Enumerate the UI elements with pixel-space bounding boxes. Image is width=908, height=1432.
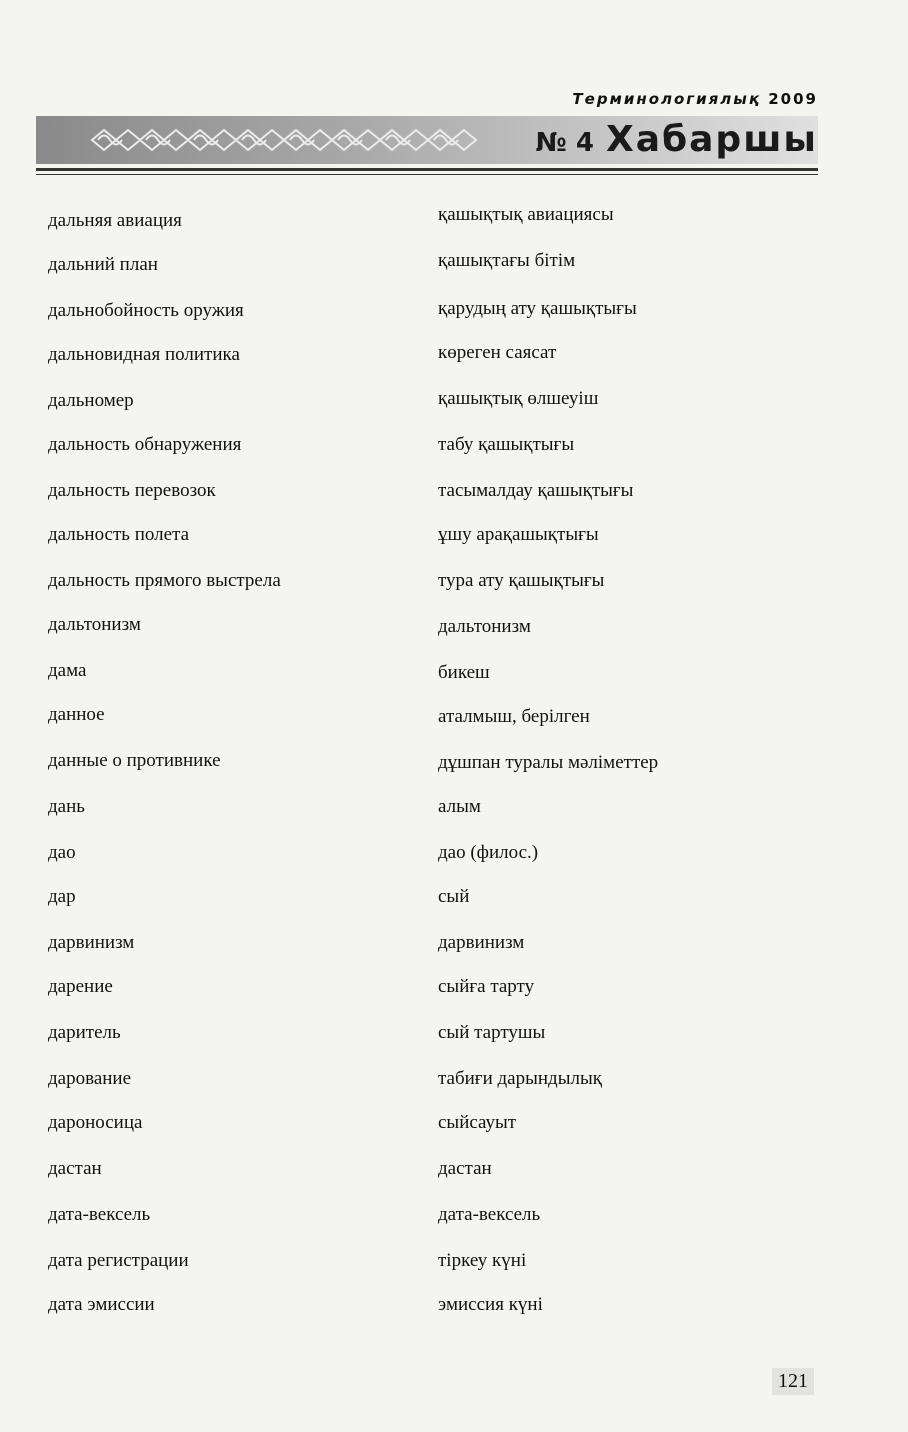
- entry-russian: дао: [48, 842, 76, 863]
- entry-kazakh: аталмыш, берілген: [438, 706, 590, 727]
- entry-kazakh: табу қашықтығы: [438, 434, 575, 455]
- entry-kazakh: сыйға тарту: [438, 976, 535, 997]
- entry-russian: данные о противнике: [48, 750, 221, 771]
- entry-kazakh: дарвинизм: [438, 932, 525, 953]
- entry-kazakh: сый тартушы: [438, 1022, 546, 1043]
- entry-russian: дата-вексель: [48, 1204, 151, 1225]
- list-item: [0, 480, 908, 510]
- list-item: [0, 750, 908, 780]
- entry-kazakh: қашықтық авиациясы: [438, 204, 614, 225]
- entry-kazakh: тура ату қашықтығы: [438, 570, 605, 591]
- entry-kazakh: тасымалдау қашықтығы: [438, 480, 634, 501]
- journal-title: Терминологиялық: [572, 90, 762, 108]
- entry-russian: дальность прямого выстрела: [48, 570, 281, 591]
- entry-russian: дань: [48, 796, 85, 817]
- entry-kazakh: дата-вексель: [438, 1204, 541, 1225]
- page-number: 121: [772, 1368, 814, 1395]
- entry-russian: дама: [48, 660, 87, 681]
- list-item: [0, 614, 908, 644]
- list-item: [0, 796, 908, 826]
- entry-kazakh: қарудың ату қашықтығы: [438, 298, 637, 319]
- entry-russian: дальнобойность оружия: [48, 300, 244, 321]
- entry-russian: дарение: [48, 976, 113, 997]
- entry-russian: данное: [48, 704, 105, 725]
- list-item: [0, 1250, 908, 1280]
- entry-kazakh: көреген саясат: [438, 342, 557, 363]
- entry-russian: дальтонизм: [48, 614, 141, 635]
- list-item: [0, 390, 908, 420]
- entry-kazakh: дао (филос.): [438, 842, 539, 863]
- entry-kazakh: сый: [438, 886, 470, 907]
- list-item: [0, 300, 908, 330]
- entry-russian: дарование: [48, 1068, 132, 1089]
- entry-russian: дальномер: [48, 390, 134, 411]
- entry-kazakh: табиғи дарындылық: [438, 1068, 602, 1089]
- entry-russian: дароносица: [48, 1112, 143, 1133]
- entry-russian: дальновидная политика: [48, 344, 240, 365]
- list-item: [0, 932, 908, 962]
- entry-kazakh: қашықтағы бітім: [438, 250, 576, 271]
- entry-russian: дата регистрации: [48, 1250, 189, 1271]
- entry-russian: дальность обнаружения: [48, 434, 242, 455]
- list-item: [0, 1294, 908, 1324]
- list-item: [0, 976, 908, 1006]
- entry-kazakh: дальтонизм: [438, 616, 531, 637]
- entry-kazakh: бикеш: [438, 662, 490, 683]
- issue-number: № 4: [535, 128, 594, 158]
- list-item: [0, 524, 908, 554]
- list-item: [0, 704, 908, 734]
- entry-russian: дальний план: [48, 254, 158, 275]
- list-item: [0, 434, 908, 464]
- entry-russian: дальность перевозок: [48, 480, 216, 501]
- list-item: [0, 1022, 908, 1052]
- journal-year: 2009: [768, 90, 818, 108]
- entry-russian: дастан: [48, 1158, 102, 1179]
- list-item: [0, 1112, 908, 1142]
- list-item: [0, 660, 908, 690]
- entry-kazakh: эмиссия күні: [438, 1294, 543, 1315]
- entry-kazakh: тіркеу күні: [438, 1250, 527, 1271]
- entry-kazakh: ұшу арақашықтығы: [438, 524, 599, 545]
- journal-name: Хабаршы: [605, 119, 818, 160]
- entry-russian: дальняя авиация: [48, 210, 182, 231]
- list-item: [0, 886, 908, 916]
- list-item: [0, 1158, 908, 1188]
- entry-kazakh: сыйсауыт: [438, 1112, 517, 1133]
- list-item: [0, 1204, 908, 1234]
- list-item: [0, 250, 908, 284]
- list-item: [0, 344, 908, 374]
- entry-kazakh: дұшпан туралы мәліметтер: [438, 752, 659, 773]
- entry-russian: дальность полета: [48, 524, 190, 545]
- entry-kazakh: алым: [438, 796, 481, 817]
- entry-russian: даритель: [48, 1022, 121, 1043]
- entry-russian: дата эмиссии: [48, 1294, 155, 1315]
- entry-kazakh: дастан: [438, 1158, 492, 1179]
- list-item: [0, 204, 908, 240]
- entry-russian: дарвинизм: [48, 932, 135, 953]
- entry-russian: дар: [48, 886, 76, 907]
- list-item: [0, 570, 908, 600]
- list-item: [0, 842, 908, 872]
- entry-kazakh: қашықтық өлшеуіш: [438, 388, 599, 409]
- list-item: [0, 1068, 908, 1098]
